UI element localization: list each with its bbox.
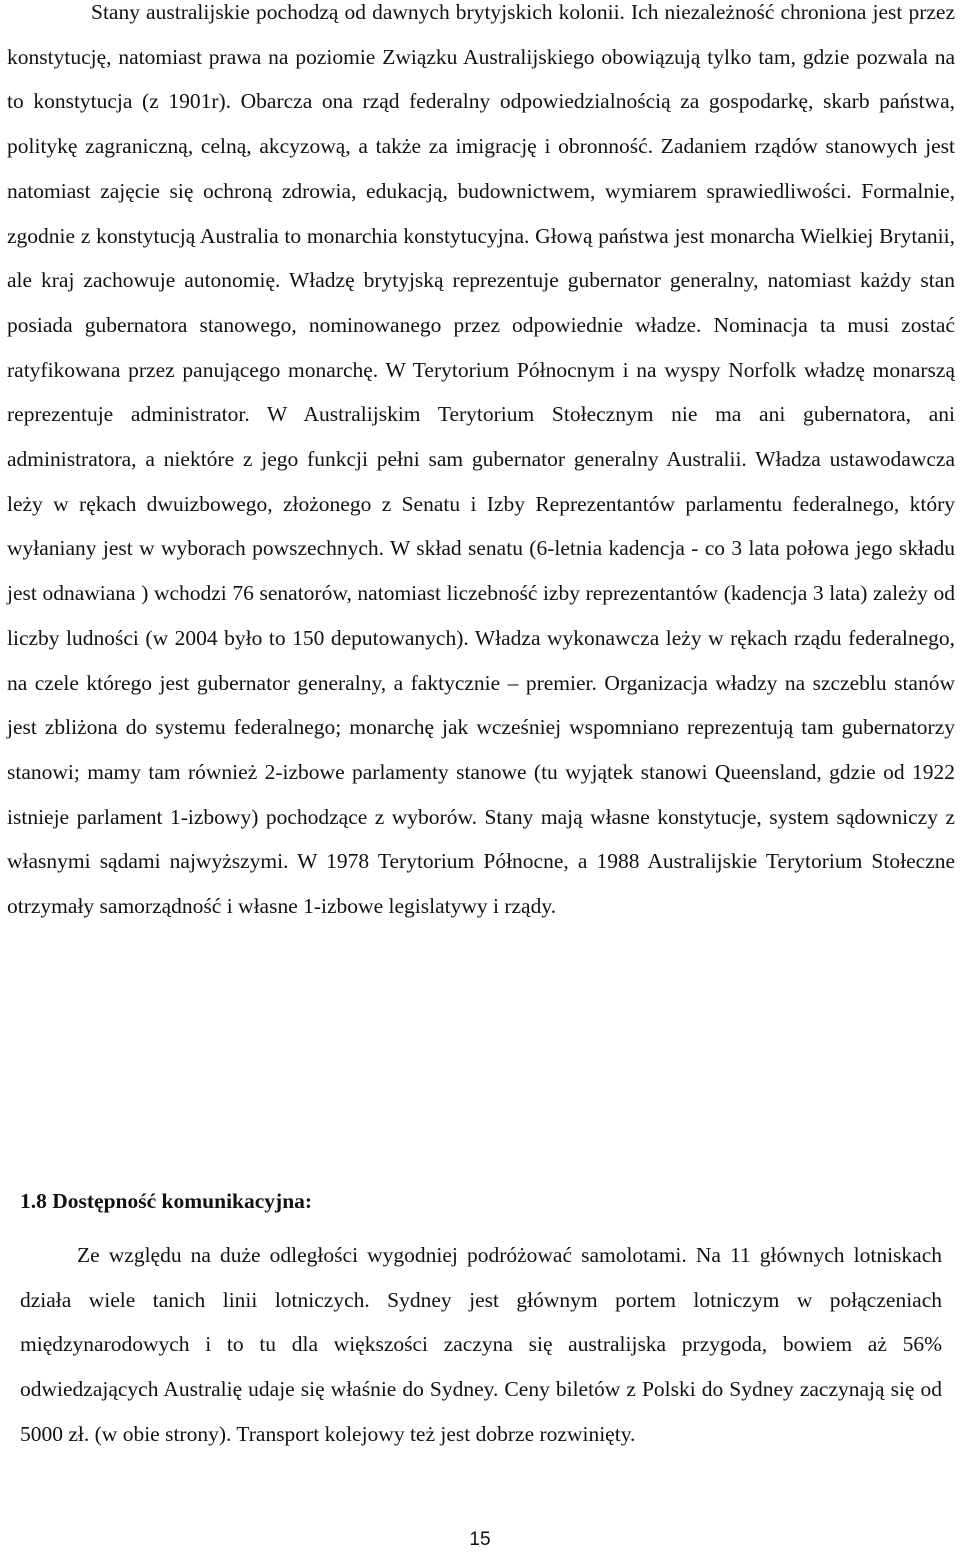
page-number: 15	[469, 1529, 491, 1550]
paragraph-australian-states-government: Stany australijskie pochodzą od dawnych brytyjskich kolonii. Ich niezależność chroniona jest przez konstytucję, natomiast prawa na poziomie Związku Australijskiego obowiązują tylko tam, gdzie pozwala na to konstytucja (z 1901r). Obarcza ona rząd federalny odpowiedzialnością za gospodarkę, skarb państwa, politykę zagraniczną, celną, akcyzową, a także za imigrację i obronność. Zadaniem rządów stanowych jest natomiast zajęcie się ochroną zdrowia, edukacją, budownictwem, wymiarem sprawiedliwości. Formalnie, zgodnie z konstytucją Australia to monarchia konstytucyjna. Głową państwa jest monarcha Wielkiej Brytanii, ale kraj zachowuje autonomię. Władzę brytyjską reprezentuje gubernator generalny, natomiast każdy stan posiada gubernatora stanowego, nominowanego przez odpowiednie władze. Nominacja ta musi zostać ratyfikowana przez panującego monarchę. W Terytorium Północnym i na wyspy Norfolk władzę monarszą reprezentuje administrator. W Australijskim Terytorium Stołecznym nie ma ani gubernatora, ani administratora, a niektóre z jego funkcji pełni sam gubernator generalny Australii. Władza ustawodawcza leży w rękach dwuizbowego, złożonego z Senatu i Izby Reprezentantów parlamentu federalnego, który wyłaniany jest w wyborach powszechnych. W skład senatu (6-letnia kadencja - co 3 lata połowa jego składu jest odnawiana ) wchodzi 76 senatorów, natomiast liczebność izby reprezentantów (kadencja 3 lata) zależy od liczby ludności (w 2004 było to 150 deputowanych). Władza wykonawcza leży w rękach rządu federalnego, na czele którego jest gubernator generalny, a faktycznie – premier. Organizacja władzy na szczeblu stanów jest zbliżona do systemu federalnego; monarchę jak wcześniej wspomniano reprezentują tam gubernatorzy stanowi; mamy tam również 2-izbowe parlamenty stanowe (tu wyjątek stanowi Queensland, gdzie od 1922 istnieje parlament 1-izbowy) pochodzące z wyborów. Stany mają własne konstytucje, system sądowniczy z własnymi sądami najwyższymi. W 1978 Terytorium Północne, a 1988 Australijskie Terytorium Stołeczne otrzymały samorządność i własne 1-izbowe legislatywy i rządy.	[7, 0, 955, 919]
paragraph-transport-access: Ze względu na duże odległości wygodniej podróżować samolotami. Na 11 głównych lotniskach działa wiele tanich linii lotniczych. Sydney jest głównym portem lotniczym w połączeniach międzynarodowych i to tu dla większości zaczyna się australijska przygoda, bowiem aż 56% odwiedzających Australię udaje się właśnie do Sydney. Ceny biletów z Polski do Sydney zaczynają się od 5000 zł. (w obie strony). Transport kolejowy też jest dobrze rozwinięty.	[20, 1243, 942, 1446]
section-heading-transport-access: 1.8 Dostępność komunikacyjna:	[20, 1189, 313, 1213]
